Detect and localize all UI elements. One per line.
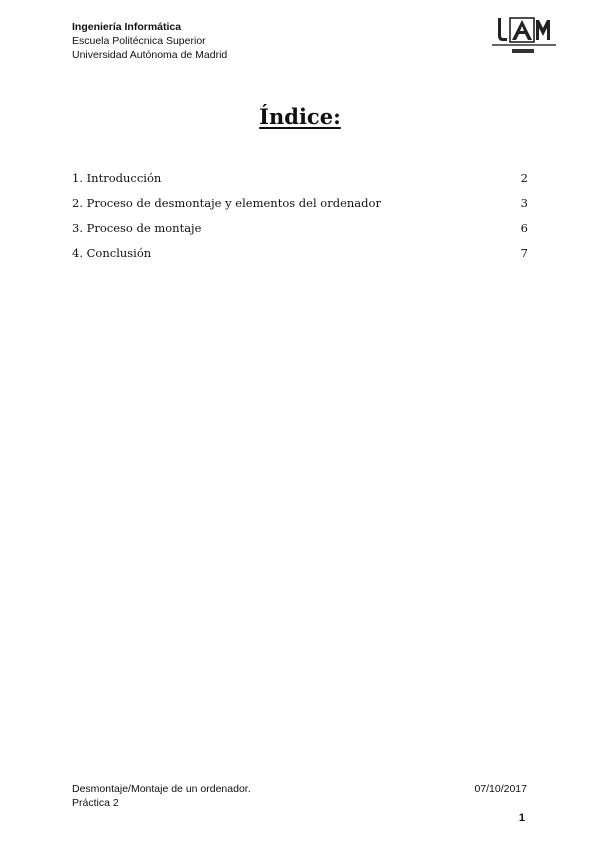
toc-entry-label: 4. Conclusión	[72, 246, 152, 260]
toc-entry-label: 3. Proceso de montaje	[72, 221, 202, 235]
toc-row[interactable]	[72, 246, 528, 271]
footer-practice: Práctica 2	[72, 797, 119, 809]
table-of-contents	[72, 171, 528, 271]
toc-page-number: 2	[520, 171, 528, 185]
header-block	[72, 20, 227, 62]
header-school: Escuela Politécnica Superior	[72, 35, 206, 47]
toc-page-number: 6	[520, 221, 528, 235]
page-number: 1	[518, 812, 525, 824]
toc-page-number: 3	[520, 196, 528, 210]
footer-date: 07/10/2017	[474, 783, 527, 795]
uam-logo-icon	[490, 16, 560, 56]
toc-entry-label: 2. Proceso de desmontaje y elementos del ordenador	[72, 196, 381, 210]
toc-page-number: 7	[520, 246, 528, 260]
toc-row[interactable]	[72, 221, 528, 246]
toc-row[interactable]	[72, 171, 528, 196]
toc-entry-label: 1. Introducción	[72, 171, 162, 185]
header-university: Universidad Autónoma de Madrid	[72, 49, 228, 61]
index-title: Índice:	[259, 104, 341, 129]
footer-block	[72, 782, 251, 810]
footer-document-title: Desmontaje/Montaje de un ordenador.	[72, 783, 251, 795]
toc-row[interactable]	[72, 196, 528, 221]
header-degree: Ingeniería Informática	[72, 21, 182, 33]
